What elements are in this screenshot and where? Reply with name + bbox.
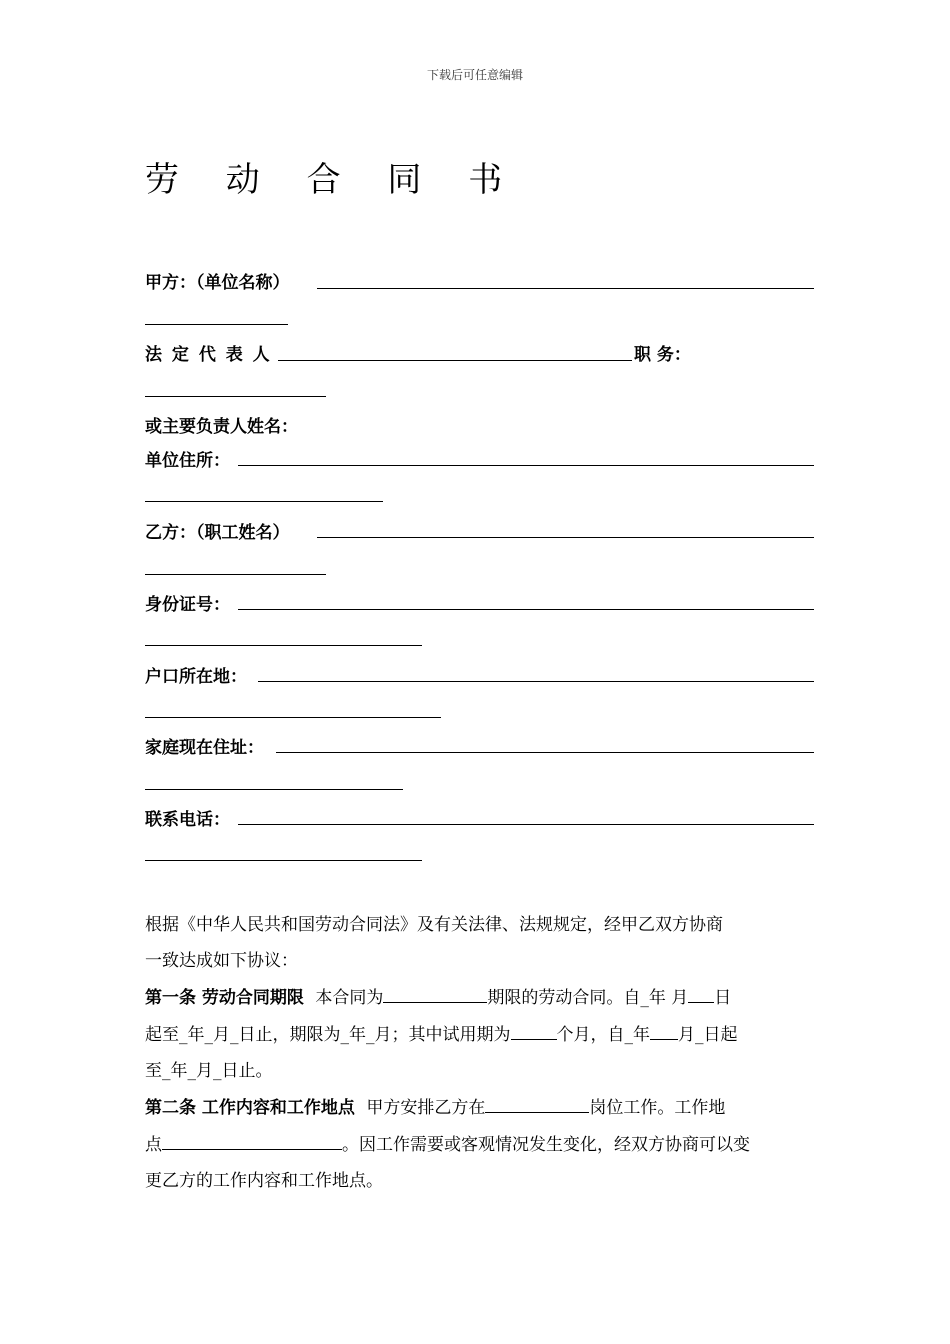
article-2-text-c: 点 [145, 1135, 162, 1155]
home-address-field-cont[interactable] [145, 789, 403, 790]
phone-field-cont[interactable] [145, 860, 422, 861]
address-field-cont[interactable] [145, 501, 383, 502]
id-number-label: 身份证号： [145, 595, 230, 615]
hukou-field-cont[interactable] [145, 717, 441, 718]
intro-line-1: 根据《中华人民共和国劳动合同法》及有关法律、法规规定，经甲乙双方协商 [145, 915, 723, 935]
probation-months-blank[interactable] [511, 1025, 557, 1040]
party-b-field[interactable] [317, 537, 814, 538]
article-2-line-1 [145, 1093, 725, 1118]
probation-month-blank[interactable] [650, 1025, 678, 1040]
article-1-text-d: 起至_年_月_日止，期限为_年_月；其中试用期为 [145, 1025, 511, 1045]
position-label: 职 务： [634, 345, 691, 365]
article-1-text-a: 本合同为 [315, 988, 384, 1008]
hukou-field[interactable] [258, 681, 814, 682]
hukou-label: 户口所在地： [145, 667, 247, 687]
home-address-field[interactable] [276, 752, 814, 753]
start-day-blank[interactable] [688, 988, 714, 1003]
article-1-heading: 第一条 劳动合同期限 [145, 988, 304, 1008]
id-number-field-cont[interactable] [145, 645, 422, 646]
article-1-line-3: 至_年_月_日止。 [145, 1061, 273, 1081]
position-field[interactable] [145, 396, 326, 397]
article-2-line-2 [145, 1130, 750, 1155]
article-1-text-f: 月_日起 [678, 1025, 738, 1045]
work-location-blank[interactable] [162, 1135, 342, 1150]
article-2-text-d: 。因工作需要或客观情况发生变化，经双方协商可以变 [342, 1135, 750, 1155]
party-b-field-cont[interactable] [145, 574, 326, 575]
id-number-field[interactable] [238, 609, 814, 610]
article-1-text-c: 日 [714, 988, 732, 1008]
or-head-label: 或主要负责人姓名： [145, 417, 298, 437]
page-header-note: 下载后可任意编辑 [426, 68, 523, 82]
article-1-line-1 [145, 983, 731, 1008]
legal-rep-field[interactable] [278, 360, 632, 361]
article-2-text-a: 甲方安排乙方在 [366, 1098, 486, 1118]
contract-term-blank[interactable] [383, 988, 487, 1003]
article-2-text-b: 岗位工作。工作地 [589, 1098, 726, 1118]
legal-rep-label: 法 定 代 表 人 [145, 345, 272, 365]
address-label: 单位住所： [145, 451, 230, 471]
job-position-blank[interactable] [485, 1098, 589, 1113]
address-field[interactable] [238, 465, 814, 466]
document-title: 劳 动 合 同 书 [145, 160, 521, 200]
party-a-label: 甲方：（单位名称） [145, 273, 290, 293]
home-address-label: 家庭现在住址： [145, 738, 264, 758]
intro-line-2: 一致达成如下协议： [145, 951, 298, 971]
article-1-text-b: 期限的劳动合同。自_年 月 [487, 988, 689, 1008]
article-1-line-2 [145, 1020, 738, 1045]
phone-field[interactable] [238, 824, 814, 825]
party-a-field[interactable] [317, 288, 814, 289]
party-b-label: 乙方：（职工姓名） [145, 523, 290, 543]
article-1-text-e: 个月，自_年 [556, 1025, 650, 1045]
article-2-heading: 第二条 工作内容和工作地点 [145, 1098, 355, 1118]
article-2-line-3: 更乙方的工作内容和工作地点。 [145, 1171, 383, 1191]
party-a-field-cont[interactable] [145, 324, 288, 325]
phone-label: 联系电话： [145, 810, 230, 830]
